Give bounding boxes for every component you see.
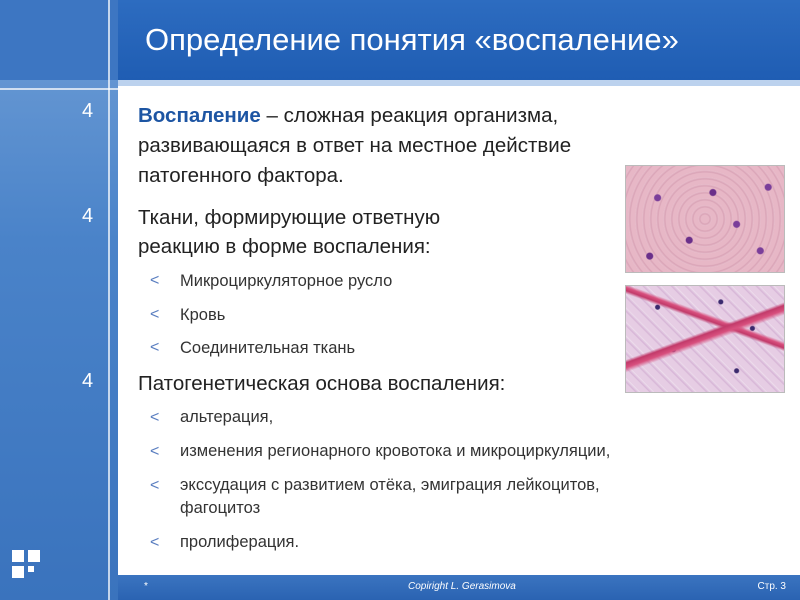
sub-bullet-icon: < [150, 534, 160, 551]
tissue-item-3: Соединительная ткань [180, 339, 356, 357]
sidebar-divider-vertical [108, 0, 110, 600]
header-underline [118, 80, 800, 86]
tissue-item-2: Кровь [180, 306, 226, 324]
tissue-histology-image [625, 285, 785, 393]
pathogenesis-item-3: экссудация с развитием отёка, эмиграция лейкоцитов, [180, 476, 600, 494]
definition-line-1 [138, 101, 558, 130]
footer-copyright: Copiright L. Gerasimova [408, 581, 516, 592]
slide-title: Определение понятия «воспаление» [145, 22, 679, 57]
pathogenesis-item-4: пролиферация. [180, 533, 300, 551]
pathogenesis-item-1: альтерация, [180, 408, 274, 426]
definition-text-1: – сложная реакция организма, [260, 104, 559, 127]
sidebar-top-block [0, 0, 118, 80]
logo-squares-icon [12, 550, 52, 590]
bullet-marker-3: 4 [82, 370, 94, 392]
pathogenesis-heading: Патогенетическая основа воспаления: [138, 372, 506, 395]
sub-bullet-icon: < [150, 409, 160, 426]
footer-bar [118, 575, 800, 600]
pathogenesis-item-3-cont: фагоцитоз [180, 499, 261, 517]
tissues-heading-line-1: Ткани, формирующие ответную [138, 206, 441, 229]
sub-bullet-icon: < [150, 306, 160, 323]
tissues-heading-line-2: реакцию в форме воспаления: [138, 235, 431, 258]
sidebar-divider-horizontal [0, 88, 118, 90]
sub-bullet-icon: < [150, 477, 160, 494]
pathogenesis-item-2: изменения регионарного кровотока и микроциркуляции, [180, 442, 611, 460]
definition-term: Воспаление [138, 104, 261, 127]
blood-smear-image [625, 165, 785, 273]
bullet-marker-2: 4 [82, 205, 94, 227]
definition-line-2: развивающаяся в ответ на местное действие [138, 134, 572, 157]
footer-page-number: Стр. 3 [757, 581, 786, 592]
sub-bullet-icon: < [150, 443, 160, 460]
sub-bullet-icon: < [150, 339, 160, 356]
definition-line-3: патогенного фактора. [138, 164, 344, 187]
footer-date: * [144, 581, 148, 592]
sidebar [0, 0, 118, 600]
bullet-marker-1: 4 [82, 100, 94, 122]
tissue-item-1: Микроциркуляторное русло [180, 272, 393, 290]
sub-bullet-icon: < [150, 272, 160, 289]
